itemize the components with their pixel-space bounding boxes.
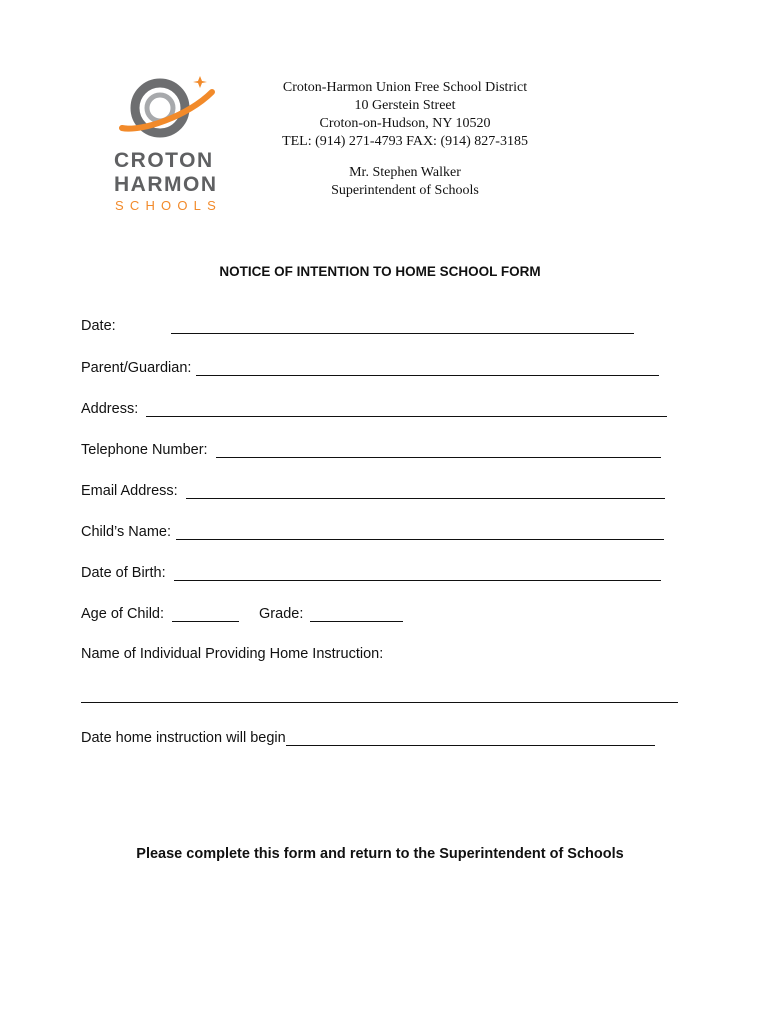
city-address: Croton-on-Hudson, NY 10520: [319, 116, 491, 131]
parent-label: Parent/Guardian:: [81, 360, 192, 376]
begin-date-label: Date home instruction will begin: [81, 730, 286, 746]
date-field[interactable]: [171, 317, 634, 334]
parent-field[interactable]: [196, 359, 659, 376]
grade-label: Grade:: [259, 606, 304, 622]
dob-label: Date of Birth:: [81, 565, 166, 581]
begin-date-field[interactable]: [286, 729, 655, 746]
logo-word-harmon: HARMON: [114, 173, 218, 196]
child-name-label: Child’s Name:: [81, 524, 171, 540]
begin-date-row: [81, 729, 655, 746]
date-label: Date:: [81, 318, 116, 334]
age-grade-row: [81, 605, 403, 622]
parent-row: [81, 359, 659, 376]
phone-fax: TEL: (914) 271-4793 FAX: (914) 827-3185: [282, 134, 528, 149]
address-row: [81, 400, 667, 417]
dob-field[interactable]: [174, 564, 661, 581]
district-name: Croton-Harmon Union Free School District: [282, 80, 528, 95]
email-label: Email Address:: [81, 483, 178, 499]
telephone-field[interactable]: [216, 441, 661, 458]
form-title: NOTICE OF INTENTION TO HOME SCHOOL FORM: [219, 264, 541, 279]
child-name-field[interactable]: [176, 523, 664, 540]
instructor-row: [81, 646, 383, 662]
street-address: 10 Gerstein Street: [354, 98, 456, 113]
date-row: [81, 317, 634, 334]
superintendent-title: Superintendent of Schools: [331, 183, 479, 198]
email-row: [81, 482, 665, 499]
age-label: Age of Child:: [81, 606, 165, 622]
child-name-row: [81, 523, 664, 540]
telephone-row: [81, 441, 661, 458]
district-logo: [108, 70, 228, 215]
superintendent-name: Mr. Stephen Walker: [349, 165, 461, 180]
instructor-label: Name of Individual Providing Home Instruction:: [81, 646, 384, 662]
telephone-label: Telephone Number:: [81, 442, 208, 458]
instructor-field[interactable]: [81, 702, 678, 703]
email-field[interactable]: [186, 482, 665, 499]
address-field[interactable]: [146, 400, 667, 417]
letterhead: [250, 79, 560, 200]
logo-word-croton: CROTON: [114, 149, 214, 172]
address-label: Address:: [81, 401, 139, 417]
dob-row: [81, 564, 661, 581]
swirl-logo-icon: [118, 70, 218, 150]
grade-field[interactable]: [310, 605, 403, 622]
age-field[interactable]: [172, 605, 239, 622]
footer-instructions: Please complete this form and return to the Superintendent of Schools: [136, 846, 624, 862]
logo-word-schools: SCHOOLS: [115, 198, 222, 213]
